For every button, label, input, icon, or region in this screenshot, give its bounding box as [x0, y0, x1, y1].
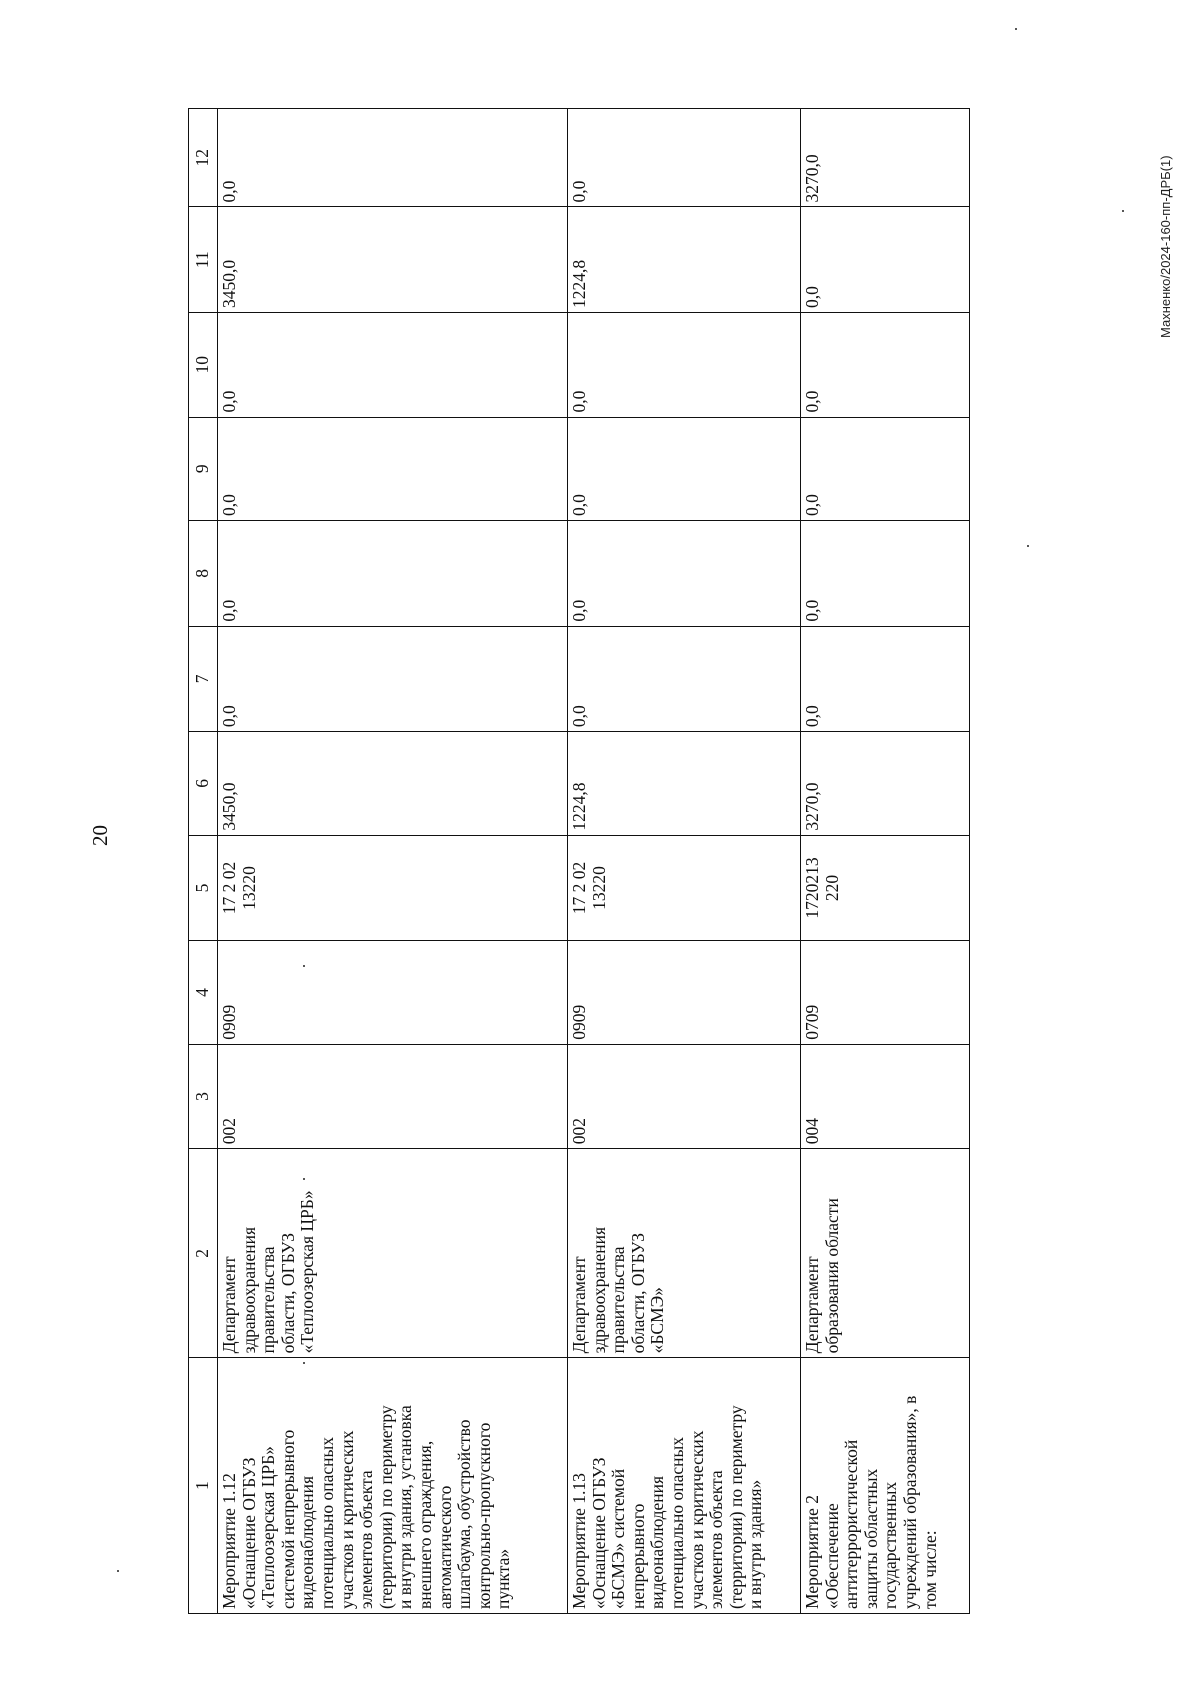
value-cell: 0,0	[218, 417, 568, 521]
section-cell: 0909	[218, 941, 568, 1045]
col-header: 1	[189, 1358, 218, 1614]
executor-cell: Департамент здравоохранения правительства области, ОГБУЗ «БСМЭ»	[568, 1149, 801, 1358]
col-header: 11	[189, 207, 218, 313]
grbs-cell: 004	[801, 1044, 970, 1149]
value-cell: 0,0	[218, 521, 568, 627]
value-cell: 0,0	[568, 313, 801, 418]
target-article-cell: 17 2 02 13220	[568, 835, 801, 941]
value-cell: 0,0	[218, 626, 568, 732]
event-cell: Мероприятие 1.12 «Оснащение ОГБУЗ «Теплоозерская ЦРБ» системой непрерывного видеонаблюдения потенциально опасных участков и критических элементов объекта (территории) по периметру и внутри здания, установка внешнего ограждения, автоматического шлагбаума, обустройство контрольно-пропускного пункта»	[218, 1358, 568, 1614]
total-cell: 1224,8	[568, 732, 801, 836]
value-cell: 1224,8	[568, 207, 801, 313]
scan-speck	[1015, 28, 1017, 30]
table-row	[568, 109, 801, 1614]
value-cell: 0,0	[568, 417, 801, 521]
value-cell: 0,0	[801, 417, 970, 521]
table-row	[801, 109, 970, 1614]
target-article-cell: 17 2 02 13220	[218, 835, 568, 941]
table-row	[218, 109, 568, 1614]
col-header: 2	[189, 1149, 218, 1358]
section-cell: 0709	[801, 941, 970, 1045]
executor-cell: Департамент здравоохранения правительства области, ОГБУЗ «Теплоозерская ЦРБ»	[218, 1149, 568, 1358]
grbs-cell: 002	[218, 1044, 568, 1149]
col-header: 4	[189, 941, 218, 1045]
value-cell: 3450,0	[218, 207, 568, 313]
col-header: 9	[189, 417, 218, 521]
event-cell: Мероприятие 1.13 «Оснащение ОГБУЗ «БСМЭ» системой непрерывного видеонаблюдения потенциально опасных участков и критических элементов объекта (территории) по периметру и внутри здания»	[568, 1358, 801, 1614]
value-cell: 0,0	[801, 521, 970, 627]
budget-table	[188, 108, 970, 1614]
executor-cell: Департамент образования области	[801, 1149, 970, 1358]
total-cell: 3270,0	[801, 732, 970, 836]
total-cell: 3450,0	[218, 732, 568, 836]
value-cell: 0,0	[801, 313, 970, 418]
header-row	[189, 109, 218, 1614]
value-cell: 3270,0	[801, 109, 970, 207]
col-header: 8	[189, 521, 218, 627]
budget-table-rotated	[188, 108, 970, 1614]
col-header: 12	[189, 109, 218, 207]
scan-speck	[117, 1570, 119, 1572]
value-cell: 0,0	[568, 521, 801, 627]
col-header: 7	[189, 626, 218, 732]
scan-speck	[1027, 545, 1029, 547]
value-cell: 0,0	[218, 109, 568, 207]
grbs-cell: 002	[568, 1044, 801, 1149]
event-cell: Мероприятие 2 «Обеспечение антитеррористической защиты областных государственных учреждений образования», в том числе:	[801, 1358, 970, 1614]
value-cell: 0,0	[801, 626, 970, 732]
value-cell: 0,0	[568, 626, 801, 732]
document-code: Махненко/2024-160-пп-ДРБ(1)	[1158, 155, 1173, 338]
value-cell: 0,0	[218, 313, 568, 418]
target-article-cell: 1720213 220	[801, 835, 970, 941]
col-header: 5	[189, 835, 218, 941]
col-header: 3	[189, 1044, 218, 1149]
scan-speck	[1122, 210, 1124, 212]
col-header: 6	[189, 732, 218, 836]
section-cell: 0909	[568, 941, 801, 1045]
page-number: 20	[88, 825, 112, 846]
value-cell: 0,0	[801, 207, 970, 313]
col-header: 10	[189, 313, 218, 418]
value-cell: 0,0	[568, 109, 801, 207]
